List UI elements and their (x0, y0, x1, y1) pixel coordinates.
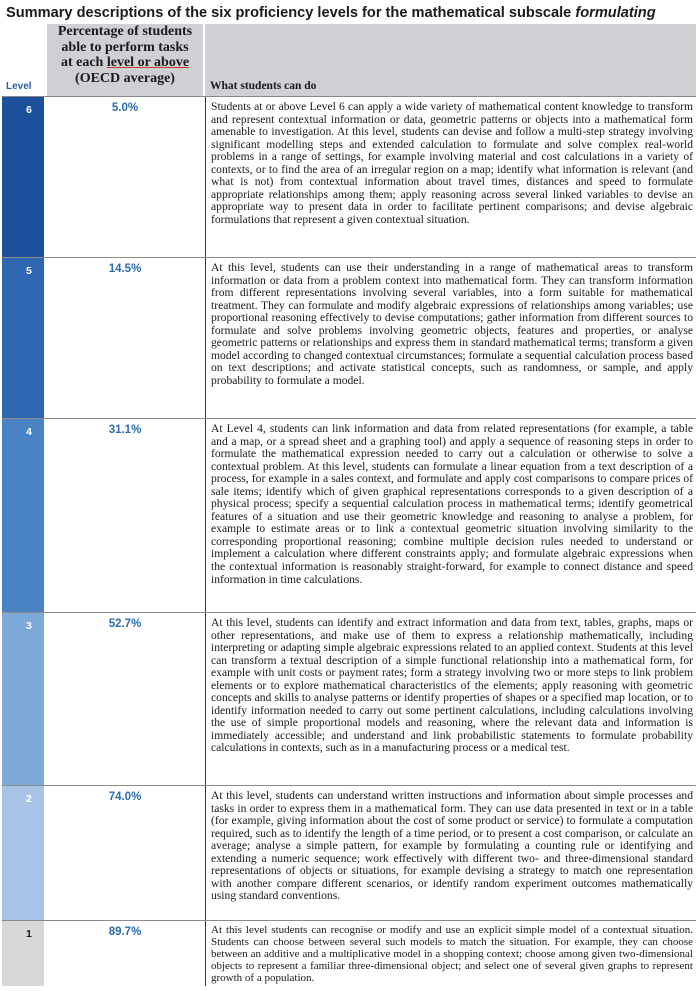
level-number: 5 (26, 265, 32, 277)
header-percentage-line-3a: at each (60, 55, 107, 70)
level-cell (2, 613, 44, 786)
header-percentage-line-2: able to perform tasks (61, 39, 189, 55)
header-level (2, 24, 46, 96)
header-what-students-can-do (205, 24, 696, 96)
percentage-cell: 89.7% (108, 926, 142, 938)
table-row-level-5 (2, 257, 696, 419)
description-cell: At this level, students can understand written instructions and information about simple processes and tasks in order to express them in a mathematical form. They can use data presented in text or in a table (for example, giving information about the cost of some product or service) to formulate a computation required, such as to identify the length of a time period, or to present a cost comparison, or calculate an average; analyse a simple pattern, for example by formulating a counting rule or identifying and extending a numeric sequence; work effectively with different two- and three-dimensional standard representations of objects or situations, for example devising a strategy to match one representation with another compare different scenarios, or identify random experiment outcomes mathematically using standard conventions. (211, 789, 693, 903)
level-number: 3 (26, 620, 32, 632)
column-divider (205, 786, 206, 921)
percentage-cell: 31.1% (108, 424, 142, 436)
table-row-level-2 (2, 785, 696, 921)
header-what-label: What students can do (210, 80, 317, 92)
header-percentage (47, 24, 203, 96)
table-title-text: Summary descriptions of the six proficiency levels for the mathematical subscale (6, 5, 576, 21)
table-row-level-3 (2, 612, 696, 786)
level-number: 4 (26, 426, 32, 438)
header-percentage-line-4: (OECD average) (75, 70, 175, 86)
percentage-cell: 52.7% (108, 618, 142, 630)
description-cell: At Level 4, students can link information and data from related representations (for example, a table and a map, or a spread sheet and a graphing tool) and apply a sequence of reasoning steps in order to formulate the mathematical expression needed to carry out a calculation or otherwise to solve a contextual problem. At this level, students can formulate a linear equation from a text description of a process, for example in a sales context, and formulate and apply cost comparisons to compare prices of sale items; identify which of given graphical representations corresponds to a given description of a physical process; specify a sequential calculation process in mathematical terms; identify geometrical features of a situation and use their geometric knowledge and reasoning to analyse a problem, for example to estimate areas or to link a contextual geometric situation involving similarity to the corresponding proportional reasoning; combine multiple decision rules needed to understand or implement a calculation where different constraints apply; and formulate algebraic expressions when the contextual information is reasonably straight-forward, for example to connect distance and speed information in time calculations. (211, 422, 693, 586)
header-percentage-line-3b: level or above (106, 55, 190, 70)
percentage-cell: 74.0% (108, 791, 142, 803)
column-divider (205, 613, 206, 786)
column-divider (205, 258, 206, 419)
level-cell (2, 97, 44, 258)
table-title (6, 1, 696, 25)
header-level-label: Level (6, 81, 32, 92)
level-cell (2, 258, 44, 419)
column-divider (205, 419, 206, 613)
table-row-level-6 (2, 96, 696, 258)
level-cell (2, 921, 44, 986)
column-divider (205, 97, 206, 258)
percentage-cell: 5.0% (111, 102, 139, 114)
percentage-cell: 14.5% (108, 263, 142, 275)
description-cell: Students at or above Level 6 can apply a wide variety of mathematical content knowledge to transform and represent contextual information or data, geometric patterns or objects into a mathematical form amenable to investigation. At this level, students can devise and follow a multi-step strategy involving significant modelling steps and extended calculation to formulate and solve complex real-world problems in a range of settings, for example involving material and cost calculations in a variety of contexts, or to find the area of an irregular region on a map; identify what information is relevant (and what is not) from contextual information about travel times, distances and speed to formulate appropriate relationships among them; apply reasoning across several linked variables to devise an appropriate way to present data in order to facilitate pertinent comparisons; and devise algebraic formulations that represent a given contextual situation. (211, 100, 693, 226)
column-divider (205, 921, 206, 986)
description-cell: At this level, students can use their understanding in a range of mathematical areas to transform information or data from a problem context into mathematical form. They can transform information from different representations involving several variables, into a form suitable for mathematical treatment. They can formulate and modify algebraic expressions of relationships among variables; use proportional reasoning effectively to devise computations; gather information from different sources to formulate and solve problems involving geometric objects, features and properties, or analyse geometric patterns or relationships and express them in standard mathematical terms; transform a given model according to changed contextual circumstances; formulate a sequential calculation process based on text descriptions; and activate statistical concepts, such as randomness, or sample, and apply probability to formulate a model. (211, 261, 693, 387)
level-cell (2, 419, 44, 613)
description-cell: At this level, students can identify and extract information and data from text, tables, graphs, maps or other representations, and make use of them to express a relationship mathematically, including interpreting or adapting simple algebraic expressions related to an applied context. Students at this level can transform a textual description of a simple functional relationship into a mathematical form, for example with unit costs or payment rates; form a strategy involving two or more steps to link problem elements or to explore mathematical characteristics of the elements; apply reasoning with geometric concepts and skills to analyse patterns or identify properties of shapes or a specified map location, or to identify information needed to carry out some pertinent calculations, including calculations involving the use of simple proportional models and reasoning, where the relevant data and information is immediately accessible; and understand and link probabilistic statements to formulate probability calculations in contexts, such as in a manufacturing process or a medical test. (211, 616, 693, 755)
level-number: 1 (26, 928, 32, 940)
level-number: 6 (26, 104, 32, 116)
table-row-level-4 (2, 418, 696, 613)
table-row-level-1 (2, 920, 696, 986)
level-cell (2, 786, 44, 921)
description-cell: At this level students can recognise or modify and use an explicit simple model of a contextual situation. Students can choose between several such models to match the situation. For example, they can choose between an additive and a multiplicative model in a shopping context; choose among given two-dimensional objects to represent a familiar three-dimensional object; and select one of several given graphs to represent growth of a population. (211, 924, 693, 984)
header-percentage-line-1: Percentage of students (57, 24, 193, 39)
header-percentage-line-3 (47, 55, 203, 71)
table-title-italic: formulating (575, 5, 656, 21)
level-number: 2 (26, 793, 32, 805)
